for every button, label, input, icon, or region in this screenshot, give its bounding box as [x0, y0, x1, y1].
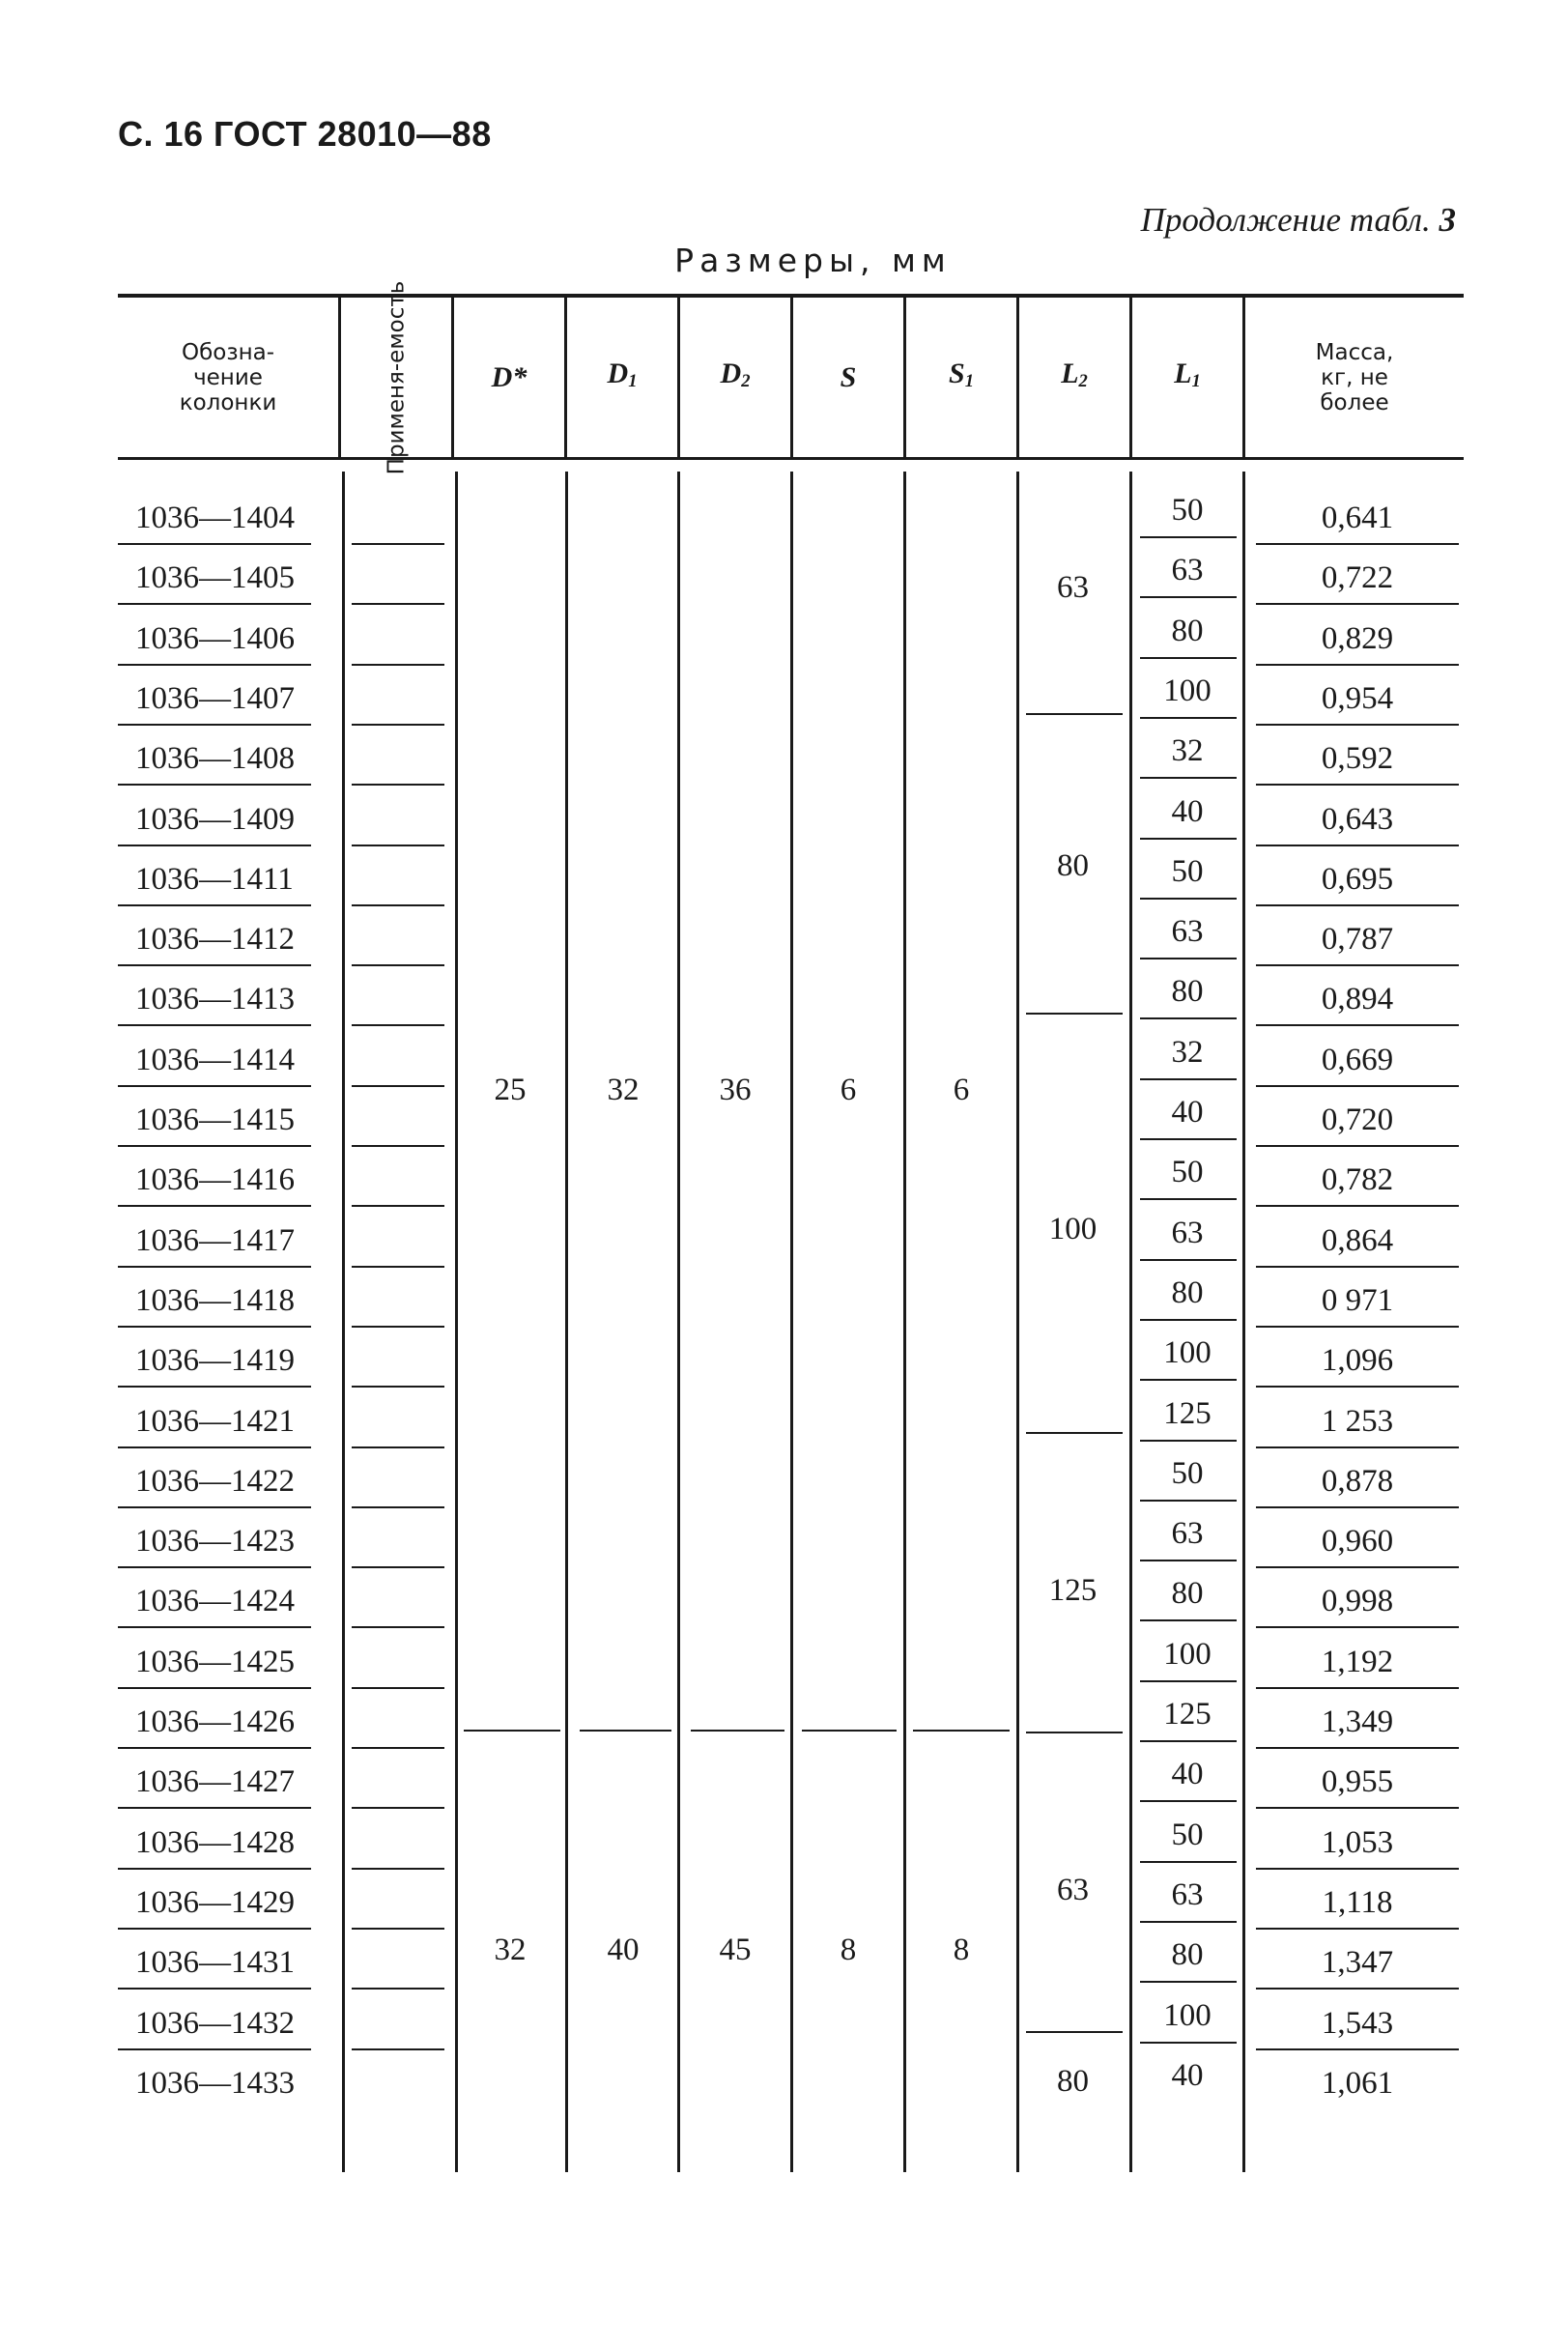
row-designation: 1036—1421 [135, 1404, 295, 1439]
row-underline [118, 1626, 311, 1628]
row-mass: 0,641 [1321, 501, 1394, 535]
row-underline [118, 845, 311, 846]
applicability-blank-line [352, 1266, 444, 1268]
L2-value: 80 [1057, 848, 1089, 883]
page-header: С. 16 ГОСТ 28010—88 [118, 114, 492, 154]
applicability-blank-line [352, 543, 444, 545]
row-L1: 63 [1171, 1877, 1204, 1912]
row-underline [1140, 1680, 1237, 1682]
header-col-rule [1242, 298, 1245, 457]
row-underline [1140, 657, 1237, 659]
header-col-rule [677, 298, 680, 457]
L2-value: 63 [1057, 570, 1089, 605]
row-underline [118, 664, 311, 666]
row-underline [118, 1446, 311, 1448]
row-designation: 1036—1407 [135, 681, 295, 716]
row-designation: 1036—1422 [135, 1464, 295, 1499]
row-underline [1256, 1747, 1459, 1749]
row-underline [1140, 1921, 1237, 1923]
row-underline [118, 1807, 311, 1809]
L2-value: 80 [1057, 2064, 1089, 2099]
row-L1: 80 [1171, 1576, 1204, 1611]
row-underline [1256, 1988, 1459, 1990]
row-underline [1256, 904, 1459, 906]
L2-value: 63 [1057, 1873, 1089, 1907]
row-L1: 50 [1171, 493, 1204, 528]
header-col-rule [338, 298, 341, 457]
row-underline [1256, 664, 1459, 666]
row-mass: 0,954 [1321, 681, 1394, 716]
row-mass: 1,347 [1321, 1945, 1394, 1980]
row-underline [118, 1687, 311, 1689]
row-designation: 1036—1425 [135, 1645, 295, 1679]
header-col-rule [1129, 298, 1132, 457]
row-underline [118, 1988, 311, 1990]
row-L1: 40 [1171, 1757, 1204, 1791]
body-col-rule [903, 472, 906, 2172]
row-underline [118, 724, 311, 726]
row-designation: 1036—1418 [135, 1283, 295, 1318]
header-col-rule [903, 298, 906, 457]
header-col-rule [451, 298, 454, 457]
L2-value: 125 [1048, 1573, 1098, 1608]
row-underline [1140, 1500, 1237, 1502]
row-underline [118, 543, 311, 545]
applicability-blank-line [352, 1868, 444, 1870]
row-mass: 1,118 [1322, 1885, 1393, 1920]
row-mass: 0,787 [1321, 922, 1394, 957]
row-L1: 40 [1171, 794, 1204, 829]
header-mass [1245, 298, 1464, 457]
row-underline [118, 784, 311, 786]
applicability-blank-line [352, 1626, 444, 1628]
l2-separator [1026, 2031, 1123, 2033]
group1-D: 25 [494, 1073, 527, 1107]
row-underline [1140, 1319, 1237, 1321]
group2-D1: 40 [607, 1933, 640, 1967]
row-designation: 1036—1431 [135, 1945, 295, 1980]
body-col-rule [342, 472, 345, 2172]
row-underline [1140, 898, 1237, 900]
header-L2-sub: 2 [1078, 370, 1088, 391]
row-underline [1256, 1566, 1459, 1568]
row-mass: 0,695 [1321, 862, 1394, 897]
header-applicability-text: Применя-емость [384, 280, 410, 474]
row-mass: 0,998 [1321, 1584, 1394, 1618]
applicability-blank-line [352, 1807, 444, 1809]
row-underline [1140, 536, 1237, 538]
row-L1: 32 [1171, 1035, 1204, 1070]
header-applicability [341, 280, 451, 474]
row-L1: 50 [1171, 1818, 1204, 1852]
row-underline [1256, 1386, 1459, 1388]
row-underline [1140, 777, 1237, 779]
applicability-blank-line [352, 1145, 444, 1147]
applicability-blank-line [352, 845, 444, 846]
row-L1: 50 [1171, 1155, 1204, 1189]
row-underline [1140, 1259, 1237, 1261]
applicability-blank-line [352, 724, 444, 726]
body-col-rule [1016, 472, 1019, 2172]
row-designation: 1036—1406 [135, 621, 295, 656]
dimensions-caption: Размеры, мм [674, 242, 952, 279]
row-mass: 1,096 [1321, 1343, 1394, 1378]
row-mass: 1,349 [1321, 1704, 1394, 1739]
row-underline [1140, 1800, 1237, 1802]
continuation-table-number: 3 [1439, 201, 1456, 239]
header-S-text: S [840, 360, 857, 393]
header-D2 [680, 298, 790, 457]
applicability-blank-line [352, 1687, 444, 1689]
row-underline [1256, 1687, 1459, 1689]
row-underline [118, 2048, 311, 2050]
group-separator [913, 1730, 1010, 1732]
row-designation: 1036—1411 [135, 862, 294, 897]
row-underline [1256, 1446, 1459, 1448]
body-col-rule [455, 472, 458, 2172]
row-underline [118, 1928, 311, 1930]
row-designation: 1036—1423 [135, 1524, 295, 1559]
row-underline [1256, 543, 1459, 545]
applicability-blank-line [352, 1747, 444, 1749]
applicability-blank-line [352, 2048, 444, 2050]
group2-S: 8 [840, 1933, 857, 1967]
row-designation: 1036—1404 [135, 501, 295, 535]
row-underline [1256, 845, 1459, 846]
header-col-rule [790, 298, 793, 457]
row-L1: 50 [1171, 1456, 1204, 1491]
row-underline [118, 603, 311, 605]
row-designation: 1036—1413 [135, 982, 295, 1017]
row-underline [1256, 1024, 1459, 1026]
header-designation [118, 298, 338, 457]
row-underline [1256, 784, 1459, 786]
row-underline [1140, 1078, 1237, 1080]
header-mass-line1: Масса, [1315, 339, 1394, 365]
l2-separator [1026, 1432, 1123, 1434]
row-underline [1256, 1868, 1459, 1870]
header-S1 [906, 298, 1016, 457]
row-underline [1256, 1807, 1459, 1809]
row-underline [1140, 1619, 1237, 1621]
header-L2-text: L [1061, 357, 1079, 389]
header-L2 [1019, 298, 1129, 457]
row-underline [1256, 1928, 1459, 1930]
row-underline [1256, 2048, 1459, 2050]
row-underline [1140, 596, 1237, 598]
header-designation-line3: колонки [179, 389, 277, 415]
row-mass: 0,878 [1321, 1464, 1394, 1499]
row-underline [1140, 1017, 1237, 1019]
row-underline [1256, 1205, 1459, 1207]
row-designation: 1036—1408 [135, 741, 295, 776]
row-underline [1140, 1740, 1237, 1742]
row-underline [1256, 1626, 1459, 1628]
header-L1-sub: 1 [1191, 370, 1201, 391]
row-underline [118, 1566, 311, 1568]
row-underline [1140, 1379, 1237, 1381]
row-underline [1140, 1981, 1237, 1983]
row-underline [1140, 958, 1237, 959]
group-separator [802, 1730, 897, 1732]
row-L1: 63 [1171, 1516, 1204, 1551]
row-underline [1140, 1560, 1237, 1561]
row-underline [1256, 1506, 1459, 1508]
applicability-blank-line [352, 904, 444, 906]
header-col-rule [564, 298, 567, 457]
header-D [454, 298, 564, 457]
row-L1: 100 [1163, 673, 1212, 708]
group1-D1: 32 [607, 1073, 640, 1107]
header-col-rule [1016, 298, 1019, 457]
body-col-rule [1129, 472, 1132, 2172]
row-L1: 100 [1163, 1335, 1212, 1370]
row-L1: 63 [1171, 914, 1204, 949]
row-designation: 1036—1409 [135, 802, 295, 837]
header-S [793, 298, 903, 457]
header-L1-text: L [1174, 357, 1192, 389]
row-underline [1256, 1085, 1459, 1087]
row-L1: 63 [1171, 1216, 1204, 1250]
group1-S1: 6 [953, 1073, 970, 1107]
row-L1: 40 [1171, 2058, 1204, 2093]
row-underline [118, 1747, 311, 1749]
row-mass: 0,592 [1321, 741, 1394, 776]
row-mass: 0,782 [1321, 1162, 1394, 1197]
row-designation: 1036—1426 [135, 1704, 295, 1739]
row-mass: 1,192 [1321, 1645, 1394, 1679]
header-S1-text: S [949, 357, 965, 389]
applicability-blank-line [352, 664, 444, 666]
row-designation: 1036—1415 [135, 1102, 295, 1137]
body-col-rule [565, 472, 568, 2172]
row-designation: 1036—1416 [135, 1162, 295, 1197]
applicability-blank-line [352, 1446, 444, 1448]
applicability-blank-line [352, 1506, 444, 1508]
row-underline [1140, 1198, 1237, 1200]
row-underline [1140, 1138, 1237, 1140]
applicability-blank-line [352, 603, 444, 605]
row-mass: 0,955 [1321, 1764, 1394, 1799]
L2-value: 100 [1048, 1212, 1098, 1246]
row-underline [1256, 603, 1459, 605]
row-L1: 80 [1171, 1275, 1204, 1310]
row-L1: 50 [1171, 854, 1204, 889]
row-designation: 1036—1432 [135, 2006, 295, 2041]
row-mass: 0,864 [1321, 1223, 1394, 1258]
body-col-rule [1242, 472, 1245, 2172]
l2-separator [1026, 1013, 1123, 1015]
header-D-text: D* [491, 360, 527, 393]
header-L1 [1132, 298, 1242, 457]
row-mass: 0,960 [1321, 1524, 1394, 1559]
row-mass: 1,053 [1321, 1825, 1394, 1860]
row-L1: 100 [1163, 1637, 1212, 1672]
row-L1: 80 [1171, 614, 1204, 648]
continuation-text: Продолжение табл. [1140, 201, 1431, 239]
group-separator [580, 1730, 671, 1732]
header-D1-text: D [607, 357, 629, 389]
row-designation: 1036—1433 [135, 2066, 295, 2101]
row-underline [118, 1868, 311, 1870]
header-designation-line1: Обозна- [181, 339, 275, 365]
row-underline [1140, 717, 1237, 719]
applicability-blank-line [352, 1928, 444, 1930]
group-separator [691, 1730, 784, 1732]
header-D1 [567, 298, 677, 457]
row-underline [1140, 2042, 1237, 2044]
row-underline [1256, 1266, 1459, 1268]
group2-D: 32 [494, 1933, 527, 1967]
row-L1: 32 [1171, 733, 1204, 768]
row-designation: 1036—1424 [135, 1584, 295, 1618]
row-designation: 1036—1414 [135, 1043, 295, 1077]
row-L1: 125 [1163, 1396, 1212, 1431]
row-designation: 1036—1427 [135, 1764, 295, 1799]
row-underline [118, 1326, 311, 1328]
row-underline [1256, 964, 1459, 966]
row-mass: 0,669 [1321, 1043, 1394, 1077]
header-mass-line2: кг, не [1321, 364, 1388, 390]
row-mass: 0,720 [1321, 1102, 1394, 1137]
body-col-rule [790, 472, 793, 2172]
row-underline [118, 904, 311, 906]
row-L1: 80 [1171, 974, 1204, 1009]
applicability-blank-line [352, 1386, 444, 1388]
applicability-blank-line [352, 1024, 444, 1026]
applicability-blank-line [352, 1205, 444, 1207]
row-mass: 0,894 [1321, 982, 1394, 1017]
row-L1: 125 [1163, 1697, 1212, 1732]
header-D2-sub: 2 [741, 370, 751, 391]
header-S1-sub: 1 [964, 370, 974, 391]
row-underline [118, 1386, 311, 1388]
row-underline [118, 964, 311, 966]
row-underline [118, 1145, 311, 1147]
row-underline [118, 1506, 311, 1508]
row-underline [118, 1205, 311, 1207]
applicability-blank-line [352, 1988, 444, 1990]
applicability-blank-line [352, 1085, 444, 1087]
row-L1: 63 [1171, 553, 1204, 587]
group2-S1: 8 [953, 1933, 970, 1967]
applicability-blank-line [352, 1566, 444, 1568]
group1-D2: 36 [719, 1073, 752, 1107]
applicability-blank-line [352, 1326, 444, 1328]
applicability-blank-line [352, 784, 444, 786]
row-underline [1140, 1440, 1237, 1442]
row-underline [118, 1024, 311, 1026]
row-underline [1140, 1861, 1237, 1863]
row-underline [118, 1266, 311, 1268]
row-mass: 0,829 [1321, 621, 1394, 656]
l2-separator [1026, 1732, 1123, 1733]
row-underline [118, 1085, 311, 1087]
row-underline [1256, 1326, 1459, 1328]
group-separator [464, 1730, 560, 1732]
row-mass: 0,722 [1321, 560, 1394, 595]
applicability-blank-line [352, 964, 444, 966]
header-D1-sub: 1 [628, 370, 638, 391]
row-designation: 1036—1405 [135, 560, 295, 595]
row-mass: 1,061 [1321, 2066, 1394, 2101]
row-designation: 1036—1412 [135, 922, 295, 957]
header-designation-line2: чение [193, 364, 263, 390]
row-mass: 0,643 [1321, 802, 1394, 837]
row-underline [1140, 838, 1237, 840]
header-D2-text: D [720, 357, 742, 389]
row-designation: 1036—1428 [135, 1825, 295, 1860]
row-designation: 1036—1429 [135, 1885, 295, 1920]
row-mass: 1,543 [1321, 2006, 1394, 2041]
row-designation: 1036—1419 [135, 1343, 295, 1378]
row-underline [1256, 1145, 1459, 1147]
header-bottom-rule [118, 457, 1464, 460]
group2-D2: 45 [719, 1933, 752, 1967]
body-col-rule [677, 472, 680, 2172]
row-L1: 40 [1171, 1095, 1204, 1130]
row-underline [1256, 724, 1459, 726]
row-L1: 80 [1171, 1937, 1204, 1972]
row-designation: 1036—1417 [135, 1223, 295, 1258]
header-mass-line3: более [1320, 389, 1389, 415]
row-L1: 100 [1163, 1998, 1212, 2033]
group1-S: 6 [840, 1073, 857, 1107]
row-mass: 0 971 [1321, 1283, 1394, 1318]
l2-separator [1026, 713, 1123, 715]
row-mass: 1 253 [1321, 1404, 1394, 1439]
